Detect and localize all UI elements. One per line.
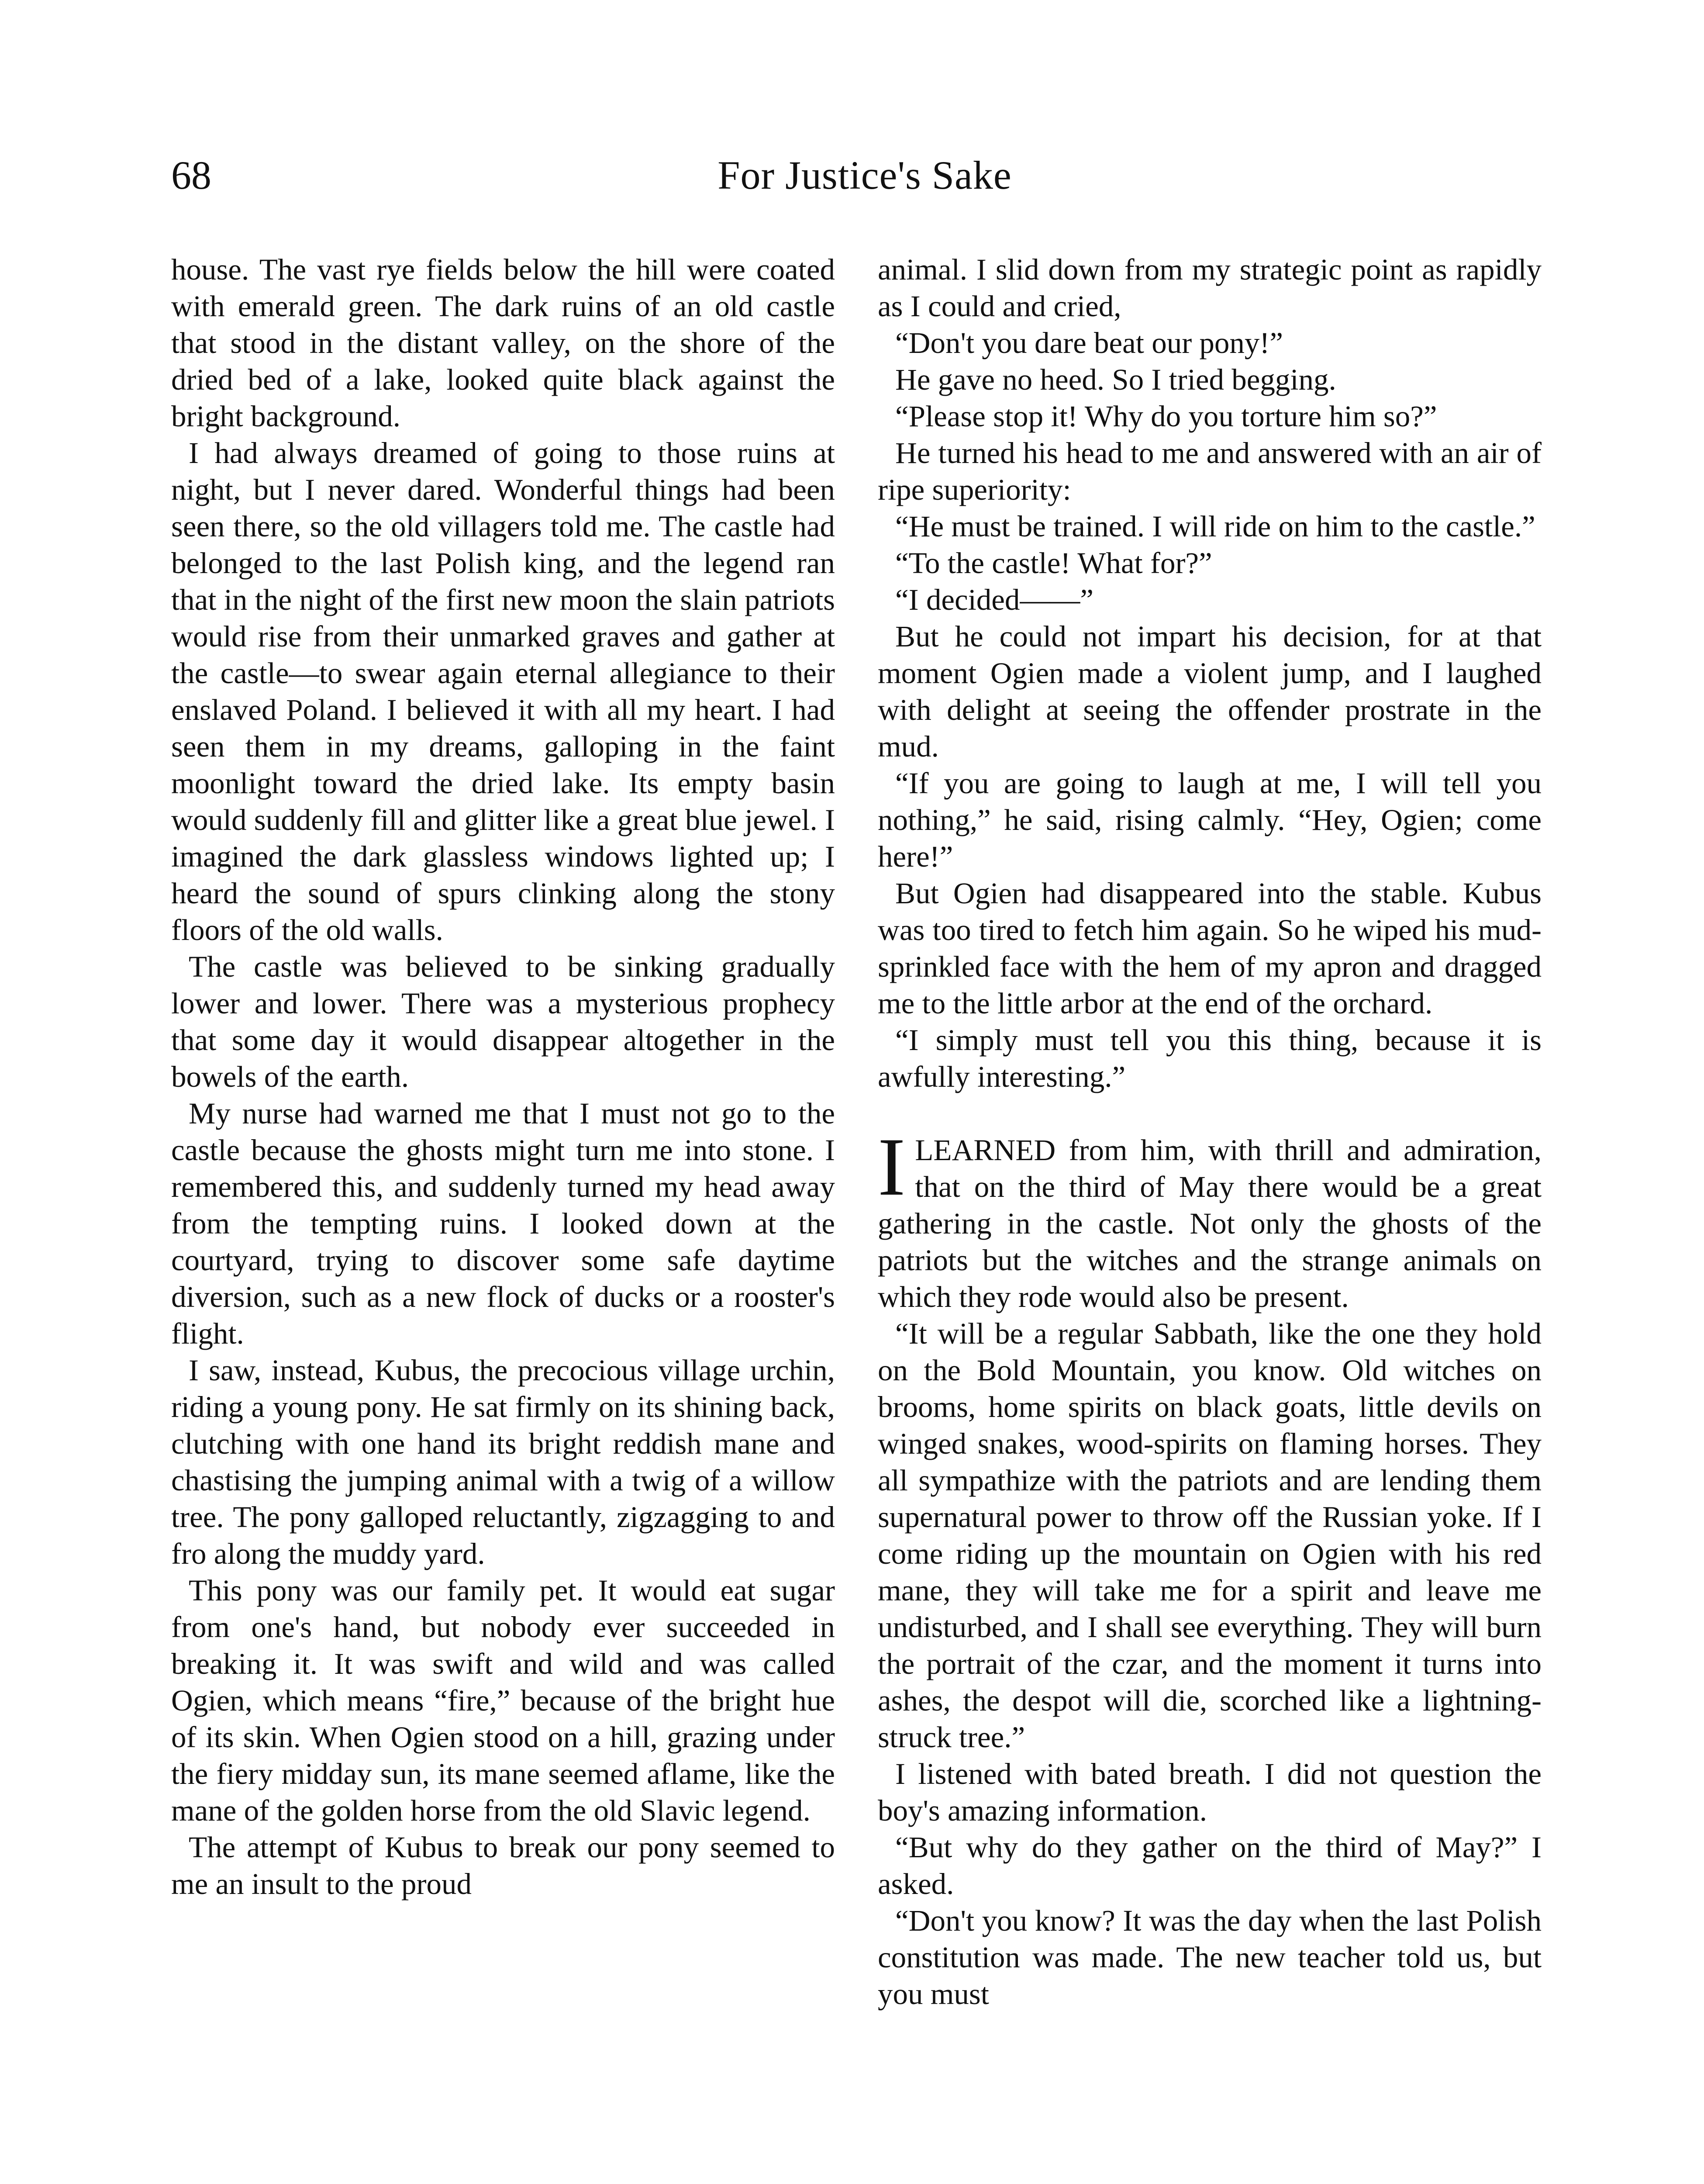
paragraph: “I decided——” — [895, 583, 1094, 616]
section-text: from him, with thrill and admiration, that on the third of May there would be a great gathering in the castle. Not only the ghosts of the patriots but the witches and the strange animals on which they rode would also be present. — [878, 1133, 1542, 1313]
running-head: For Justice's Sake — [717, 153, 1012, 197]
paragraph: “He must be trained. I will ride on him to the castle.” — [895, 510, 1535, 543]
paragraph: This pony was our family pet. It would eat sugar from one's hand, but nobody ever succeeded in breaking it. It was swift and wild and was called Ogien, which means “fire,” because of the bright hue of its skin. When Ogien stood on a hill, grazing under the fiery midday sun, its mane seemed aflame, like the mane of the golden horse from the old Slavic legend. — [171, 1574, 835, 1827]
paragraph: My nurse had warned me that I must not go to the castle because the ghosts might turn me into stone. I remembered this, and suddenly turned my head away from the tempting ruins. I looked down at the courtyard, trying to discover some safe daytime diversion, such as a new flock of ducks or a rooster's flight. — [171, 1097, 835, 1350]
paragraph: “But why do they gather on the third of May?” I asked. — [878, 1831, 1542, 1901]
paragraph: I saw, instead, Kubus, the precocious village urchin, riding a young pony. He sat firmly on its shining back, clutching with one hand its bright reddish mane and chastising the jumping animal with a twig of a willow tree. The pony galloped reluctantly, zigzagging to and fro along the muddy yard. — [171, 1354, 835, 1570]
paragraph: “Don't you know? It was the day when the last Polish constitution was made. The new teacher told us, but you must — [878, 1904, 1542, 2011]
paragraph: He gave no heed. So I tried begging. — [895, 363, 1336, 396]
paragraph: “To the castle! What for?” — [895, 546, 1212, 580]
left-column — [171, 251, 835, 1902]
right-column — [878, 251, 1542, 2012]
paragraph: “Please stop it! Why do you torture him so?” — [895, 400, 1437, 433]
paragraph: “It will be a regular Sabbath, like the one they hold on the Bold Mountain, you know. Old witches on brooms, home spirits on black goats, little devils on winged snakes, wood-spirits on flaming horses. They all sympathize with the patriots and are lending them supernatural power to throw off the Russian yoke. If I come riding up the mountain on Ogien with his red mane, they will take me for a spirit and leave me undisturbed, and I shall see everything. They will burn the portrait of the czar, and the moment it turns into ashes, the despot will die, scorched like a lightning-struck tree.” — [878, 1317, 1542, 1754]
paragraph: animal. I slid down from my strategic point as rapidly as I could and cried, — [878, 253, 1542, 323]
paragraph: house. The vast rye fields below the hill were coated with emerald green. The dark ruins of an old castle that stood in the distant valley, on the shore of the dried bed of a lake, looked quite black against the bright background. — [171, 253, 835, 433]
drop-cap: I — [878, 1121, 906, 1213]
paragraph: He turned his head to me and answered with an air of ripe superiority: — [878, 436, 1542, 506]
paragraph: I listened with bated breath. I did not question the boy's amazing information. — [878, 1757, 1542, 1827]
lead-in: LEARNED — [915, 1133, 1056, 1167]
page-number: 68 — [171, 153, 211, 197]
paragraph: But Ogien had disappeared into the stable. Kubus was too tired to fetch him again. So he wiped his mud-sprinkled face with the hem of my apron and dragged me to the little arbor at the end of the orchard. — [878, 877, 1542, 1020]
paragraph: The attempt of Kubus to break our pony seemed to me an insult to the proud — [171, 1831, 835, 1901]
section-start-paragraph — [878, 1121, 1542, 1315]
paragraph: “I simply must tell you this thing, because it is awfully interesting.” — [878, 1023, 1542, 1093]
paragraph: “Don't you dare beat our pony!” — [895, 326, 1283, 359]
paragraph: But he could not impart his decision, for at that moment Ogien made a violent jump, and I laughed with delight at seeing the offender prostrate in the mud. — [878, 620, 1542, 763]
paragraph: “If you are going to laugh at me, I will tell you nothing,” he said, rising calmly. “Hey, Ogien; come here!” — [878, 767, 1542, 873]
paragraph: I had always dreamed of going to those ruins at night, but I never dared. Wonderful things had been seen there, so the old villagers told me. The castle had belonged to the last Polish king, and the legend ran that in the night of the first new moon the slain patriots would rise from their unmarked graves and gather at the castle—to swear again eternal allegiance to their enslaved Poland. I believed it with all my heart. I had seen them in my dreams, galloping in the faint moonlight toward the dried lake. Its empty basin would suddenly fill and glitter like a great blue jewel. I imagined the dark glassless windows lighted up; I heard the sound of spurs clinking along the stony floors of the old walls. — [171, 436, 835, 947]
paragraph: The castle was believed to be sinking gradually lower and lower. There was a mysterious prophecy that some day it would disappear altogether in the bowels of the earth. — [171, 950, 835, 1093]
